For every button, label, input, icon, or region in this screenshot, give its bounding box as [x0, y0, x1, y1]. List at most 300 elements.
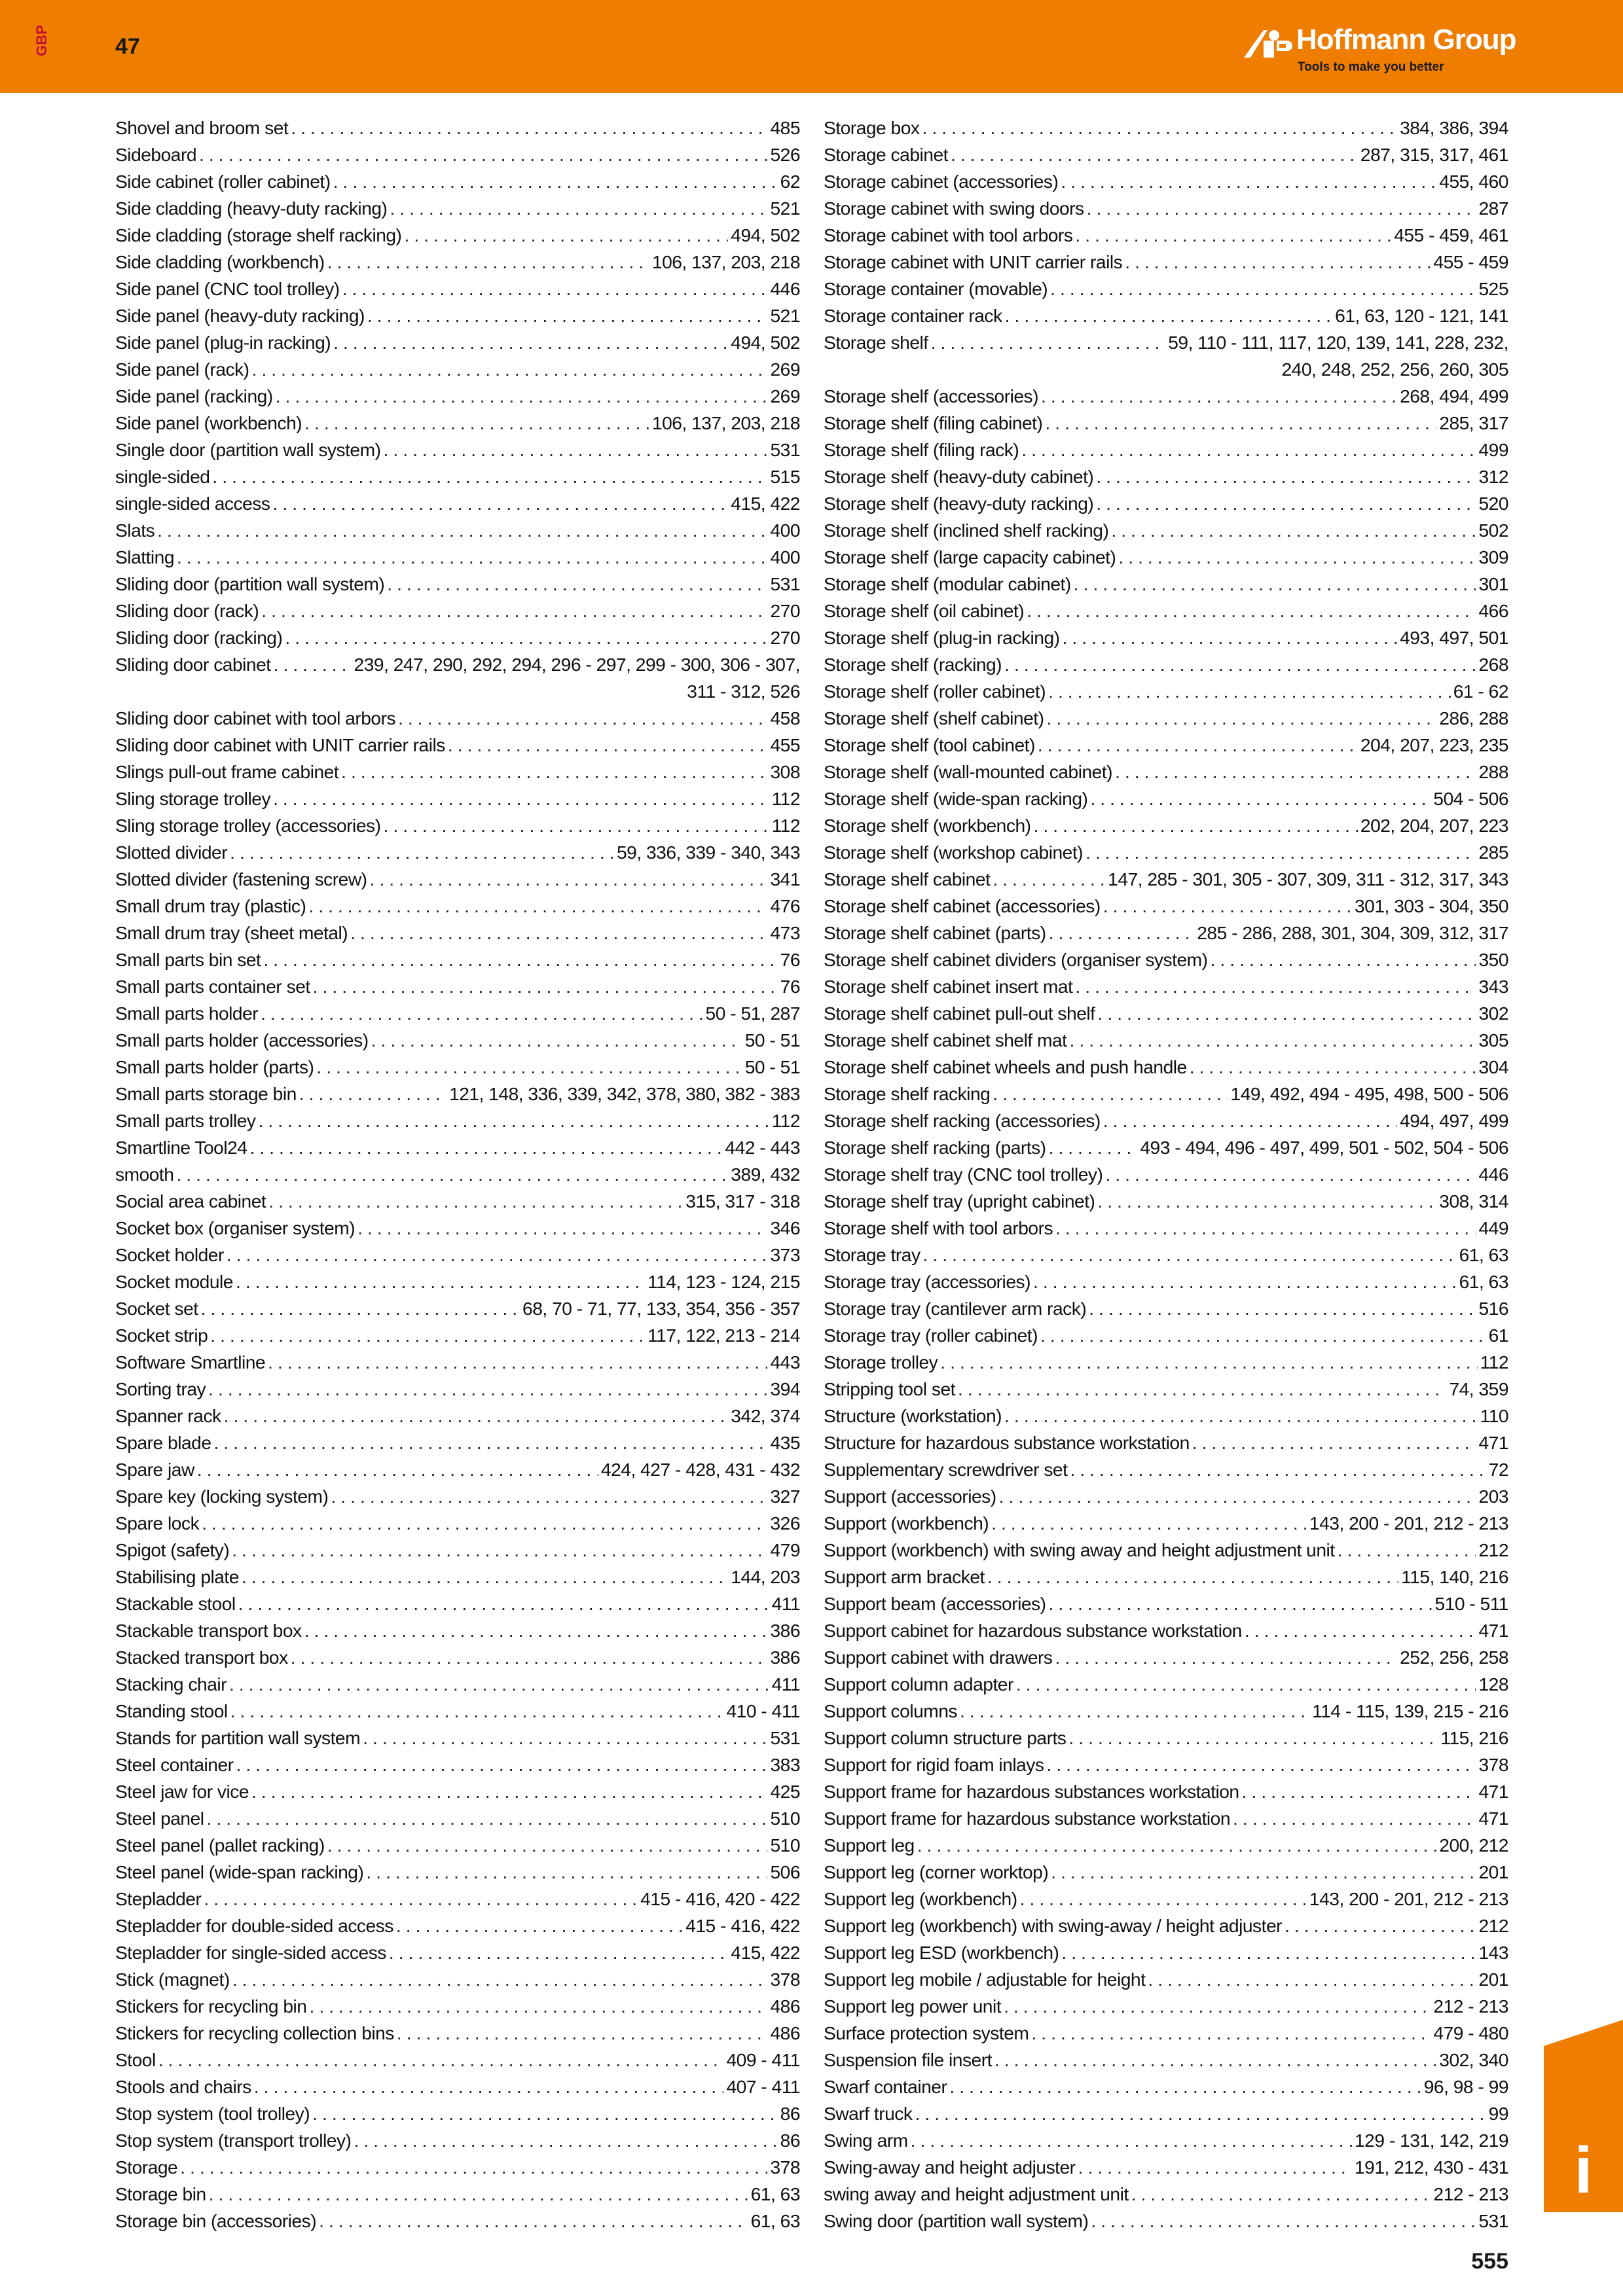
index-term: Support leg ESD (workbench): [824, 1942, 1059, 1963]
page-references: 285 - 286, 288, 301, 304, 309, 312, 317: [1197, 922, 1508, 943]
dot-leader: [397, 2020, 768, 2047]
index-term: Sliding door (racking): [115, 627, 283, 648]
index-entry: [824, 920, 1508, 946]
index-entry: [115, 2208, 800, 2234]
dot-leader: [383, 812, 769, 839]
index-term: Steel panel: [115, 1808, 204, 1829]
index-term: Side cabinet (roller cabinet): [115, 171, 331, 192]
index-term: Storage shelf cabinet pull-out shelf: [824, 1003, 1095, 1024]
index-entry: [824, 410, 1508, 437]
index-entry: [824, 1295, 1508, 1322]
index-term: Structure for hazardous substance workstation: [824, 1432, 1190, 1453]
dot-leader: [254, 2073, 724, 2100]
index-entry: [824, 1322, 1508, 1349]
index-term: Swing-away and height adjuster: [824, 2157, 1076, 2178]
hoffmann-group-logo: [1244, 24, 1516, 80]
dot-leader: [1070, 1456, 1486, 1483]
index-entry: [824, 1215, 1508, 1242]
index-entry: [824, 2127, 1508, 2154]
dot-leader: [923, 1242, 1457, 1268]
index-column-right: [824, 115, 1508, 2234]
index-entry: [115, 651, 800, 705]
page-references: 506: [770, 1861, 800, 1882]
page-references: 200, 212: [1439, 1835, 1508, 1856]
index-entry: [824, 1188, 1508, 1215]
page-references: 485: [770, 117, 800, 138]
index-term: Support for rigid foam inlays: [824, 1754, 1044, 1775]
index-term: Support arm bracket: [824, 1566, 985, 1587]
dot-leader: [1078, 2154, 1352, 2181]
dot-leader: [251, 1778, 767, 1805]
index-entry: [824, 115, 1508, 141]
dot-leader: [366, 1859, 767, 1886]
page-references: 458: [770, 708, 800, 728]
index-term: Storage shelf (wall-mounted cabinet): [824, 761, 1113, 782]
index-entry: [115, 1725, 800, 1751]
index-term: Storage shelf racking (parts): [824, 1137, 1046, 1158]
index-term: Support cabinet for hazardous substance workstation: [824, 1620, 1242, 1641]
dot-leader: [1020, 1886, 1307, 1912]
index-term: Stacking chair: [115, 1674, 227, 1695]
index-term: Socket strip: [115, 1325, 208, 1346]
page-references: 50 - 51: [744, 1056, 800, 1077]
index-term: Storage shelf with tool arbors: [824, 1217, 1053, 1238]
index-entry: [115, 1134, 800, 1161]
dot-leader: [268, 1349, 767, 1376]
dot-leader: [249, 1134, 722, 1161]
index-term: Storage shelf (workbench): [824, 815, 1031, 836]
index-term: Storage shelf (modular cabinet): [824, 573, 1071, 594]
index-term: Swing arm: [824, 2130, 908, 2151]
index-term: Side panel (rack): [115, 359, 249, 380]
index-entry: [115, 1403, 800, 1429]
index-entry: [824, 1671, 1508, 1698]
index-term: Socket set: [115, 1298, 198, 1319]
index-term: Side panel (workbench): [115, 412, 302, 433]
index-entry: [115, 302, 800, 329]
index-term: Storage shelf (roller cabinet): [824, 681, 1046, 702]
index-term: Spare blade: [115, 1432, 211, 1453]
index-term: Slatting: [115, 547, 175, 567]
page-references: 410 - 411: [726, 1700, 800, 1721]
index-term: Stacked transport box: [115, 1647, 288, 1668]
brand-tagline: Tools to make you better: [1298, 60, 1444, 74]
page-references: 239, 247, 290, 292, 294, 296 - 297, 299 - 300, 306 - 307, 311 - 312, 526: [354, 654, 800, 702]
index-term: Spanner rack: [115, 1405, 221, 1426]
index-term: Sorting tray: [115, 1378, 206, 1399]
dot-leader: [993, 1081, 1228, 1107]
dot-leader: [915, 2100, 1486, 2127]
index-entry: [824, 1805, 1508, 1832]
index-entry: [115, 1590, 800, 1617]
index-entry: [115, 1886, 800, 1912]
index-term: Slings pull-out frame cabinet: [115, 761, 339, 782]
index-entry: [115, 2181, 800, 2208]
page-references: 494, 502: [731, 224, 800, 245]
index-term: Social area cabinet: [115, 1191, 266, 1211]
dot-leader: [993, 866, 1105, 893]
dot-leader: [1041, 383, 1397, 410]
index-entry: [824, 1564, 1508, 1590]
dot-leader: [230, 1698, 724, 1725]
dot-leader: [327, 1832, 768, 1859]
index-term: Storage shelf (workshop cabinet): [824, 842, 1084, 863]
index-term: Storage shelf cabinet dividers (organiser system): [824, 949, 1208, 970]
index-entry: [824, 195, 1508, 222]
dot-leader: [176, 1161, 728, 1188]
page-references: 473: [770, 922, 800, 943]
index-term: Supplementary screwdriver set: [824, 1459, 1068, 1480]
dot-leader: [387, 571, 767, 598]
index-entry: [115, 356, 800, 383]
dot-leader: [1103, 1107, 1397, 1134]
index-entry: [115, 2127, 800, 2154]
index-term: Side cladding (storage shelf racking): [115, 224, 402, 245]
dot-leader: [1068, 1725, 1438, 1751]
index-term: Side panel (plug-in racking): [115, 332, 331, 353]
dot-leader: [357, 1215, 767, 1242]
page-references: 117, 122, 213 - 214: [647, 1325, 800, 1346]
page-references: 494, 497, 499: [1400, 1110, 1508, 1131]
page-references: 86: [780, 2130, 800, 2151]
page-references: 212 - 213: [1433, 1996, 1508, 2017]
dot-leader: [342, 276, 768, 302]
page-references: 315, 317 - 318: [685, 1191, 800, 1211]
page-references: 268, 494, 499: [1400, 386, 1508, 406]
dot-leader: [999, 1483, 1476, 1510]
index-entry: [824, 141, 1508, 168]
index-term: Support (accessories): [824, 1486, 996, 1507]
index-term: Storage cabinet with tool arbors: [824, 224, 1073, 245]
index-term: Steel panel (wide-span racking): [115, 1861, 364, 1882]
dot-leader: [1045, 410, 1436, 437]
dot-leader: [1040, 1322, 1486, 1349]
dot-leader: [390, 195, 767, 222]
page-references: 201: [1478, 1861, 1508, 1882]
page-references: 455: [770, 734, 800, 755]
index-term: Sliding door (rack): [115, 600, 259, 621]
dot-leader: [1118, 544, 1476, 571]
page-references: 493, 497, 501: [1400, 627, 1508, 648]
index-entry: [824, 598, 1508, 624]
dot-leader: [1048, 678, 1451, 705]
index-term: Stepladder for double-sided access: [115, 1915, 393, 1936]
index-entry: [115, 2100, 800, 2127]
page-references: 285: [1478, 842, 1508, 863]
index-entry: [115, 624, 800, 651]
index-term: Stop system (tool trolley): [115, 2103, 310, 2124]
index-entry: [824, 1537, 1508, 1564]
index-entry: [115, 141, 800, 168]
dot-leader: [207, 1805, 768, 1832]
index-entry: [824, 2181, 1508, 2208]
page-references: 61: [1488, 1325, 1508, 1346]
page-references: 147, 285 - 301, 305 - 307, 309, 311 - 312, 317, 343: [1108, 869, 1508, 889]
page-references: 442 - 443: [725, 1137, 800, 1158]
index-entry: [824, 1349, 1508, 1376]
index-term: Shovel and broom set: [115, 117, 289, 138]
page-references: 191, 212, 430 - 431: [1355, 2157, 1508, 2178]
dot-leader: [333, 168, 778, 195]
index-entry: [824, 383, 1508, 410]
index-entry: [115, 1832, 800, 1859]
index-entry: [824, 785, 1508, 812]
index-entry: [824, 1778, 1508, 1805]
page-references: 327: [770, 1486, 800, 1507]
index-entry: [115, 168, 800, 195]
page-references: 99: [1488, 2103, 1508, 2124]
index-entry: [115, 705, 800, 732]
page-references: 128: [1478, 1674, 1508, 1695]
index-entry: [824, 1456, 1508, 1483]
index-entry: [824, 544, 1508, 571]
dot-leader: [327, 249, 649, 276]
index-term: Side panel (CNC tool trolley): [115, 278, 340, 299]
index-entry: [824, 490, 1508, 517]
index-entry: [824, 1966, 1508, 1993]
index-term: Storage shelf (wide-span racking): [824, 788, 1088, 809]
dot-leader: [931, 329, 1166, 356]
index-entry: [824, 2020, 1508, 2047]
index-term: Stackable transport box: [115, 1620, 302, 1641]
index-term: Storage cabinet with swing doors: [824, 198, 1084, 219]
index-term: Storage shelf cabinet shelf mat: [824, 1030, 1067, 1050]
page-references: 389, 432: [731, 1164, 800, 1185]
index-term: Support column structure parts: [824, 1727, 1067, 1748]
index-term: Small parts holder: [115, 1003, 259, 1024]
index-entry: [115, 1939, 800, 1966]
page-references: 341: [770, 869, 800, 889]
catalogue-code: GBP: [33, 25, 50, 56]
index-term: Storage cabinet: [824, 144, 948, 165]
index-entry: [115, 249, 800, 276]
page-references: 471: [1478, 1781, 1508, 1802]
index-entry: [115, 1510, 800, 1537]
index-term: Storage trolley: [824, 1352, 938, 1372]
dot-leader: [1016, 1671, 1476, 1698]
index-term: Spare jaw: [115, 1459, 194, 1480]
page-references: 308: [770, 761, 800, 782]
dot-leader: [1027, 598, 1476, 624]
dot-leader: [1285, 1912, 1476, 1939]
index-entry: [824, 1403, 1508, 1429]
index-entry: [824, 973, 1508, 1000]
index-entry: [115, 1322, 800, 1349]
dot-leader: [230, 839, 614, 866]
index-entry: [115, 544, 800, 571]
index-term: Storage shelf (oil cabinet): [824, 600, 1025, 621]
index-entry: [824, 732, 1508, 759]
dot-leader: [232, 1537, 767, 1564]
footer-page-number: 555: [1471, 2249, 1508, 2274]
page-references: 471: [1478, 1808, 1508, 1829]
dot-leader: [1190, 1054, 1476, 1081]
dot-leader: [1192, 1429, 1476, 1456]
page-references: 386: [770, 1647, 800, 1668]
index-entry: [115, 2073, 800, 2100]
page-references: 476: [770, 895, 800, 916]
index-entry: [824, 517, 1508, 544]
page-references: 62: [780, 171, 800, 192]
page-references: 121, 148, 336, 339, 342, 378, 380, 382 - 383: [449, 1083, 800, 1104]
index-term: Steel panel (pallet racking): [115, 1835, 325, 1856]
page-references: 411: [771, 1593, 800, 1614]
dot-leader: [291, 115, 767, 141]
dot-leader: [1148, 1966, 1476, 1993]
index-entry: [115, 812, 800, 839]
index-term: Slotted divider (fastening screw): [115, 869, 367, 889]
index-term: Storage cabinet with UNIT carrier rails: [824, 251, 1123, 272]
page-references: 415 - 416, 420 - 422: [640, 1888, 800, 1909]
page-references: 76: [780, 949, 800, 970]
dot-leader: [1074, 571, 1476, 598]
page-references: 285, 317: [1439, 412, 1508, 433]
dot-leader: [1242, 1778, 1476, 1805]
index-entry: [824, 1107, 1508, 1134]
index-entry: [824, 1993, 1508, 2020]
index-entry: [115, 732, 800, 759]
page-references: 301, 303 - 304, 350: [1355, 895, 1508, 916]
index-term: Storage shelf (plug-in racking): [824, 627, 1060, 648]
index-entry: [115, 973, 800, 1000]
page-references: 510: [770, 1835, 800, 1856]
dot-leader: [1021, 437, 1476, 463]
page-references: 201: [1478, 1969, 1508, 1990]
index-entry: [824, 302, 1508, 329]
dot-leader: [313, 973, 778, 1000]
dot-leader: [396, 1912, 683, 1939]
page-references: 309: [1478, 547, 1508, 567]
index-term: Storage shelf: [824, 332, 928, 353]
index-entry: [115, 1188, 800, 1215]
index-entry: [115, 517, 800, 544]
index-entry: [115, 946, 800, 973]
page-references: 466: [1478, 600, 1508, 621]
index-entry: [115, 329, 800, 356]
index-term: Support (workbench): [824, 1513, 989, 1534]
index-term: Storage tray: [824, 1244, 921, 1265]
dot-leader: [1004, 1403, 1478, 1429]
page-references: 96, 98 - 99: [1423, 2076, 1508, 2097]
index-term: Stool: [115, 2049, 156, 2070]
dot-leader: [917, 1832, 1437, 1859]
index-term: Small parts bin set: [115, 949, 261, 970]
index-entry: [115, 437, 800, 463]
index-term: Sliding door cabinet with tool arbors: [115, 708, 396, 728]
index-term: Storage tray (cantilever arm rack): [824, 1298, 1087, 1319]
index-term: Storage tray (roller cabinet): [824, 1325, 1038, 1346]
index-term: Small drum tray (sheet metal): [115, 922, 348, 943]
page-references: 521: [770, 198, 800, 219]
dot-leader: [1338, 1537, 1476, 1564]
page-references: 502: [1478, 520, 1508, 541]
page-references: 415, 422: [731, 1942, 800, 1963]
index-term: Socket box (organiser system): [115, 1217, 356, 1238]
page-references: 455 - 459: [1433, 251, 1508, 272]
index-entry: [115, 1483, 800, 1510]
index-term: Slotted divider: [115, 842, 228, 863]
index-term: Spigot (safety): [115, 1539, 230, 1560]
page-references: 471: [1478, 1432, 1508, 1453]
page-references: 350: [1478, 949, 1508, 970]
page-references: 61, 63: [1459, 1271, 1508, 1292]
index-term: Storage bin: [115, 2183, 206, 2204]
info-section-tab[interactable]: [1544, 2046, 1623, 2212]
page-references: 516: [1478, 1298, 1508, 1319]
index-entry: [115, 1242, 800, 1268]
index-entry: [824, 1698, 1508, 1725]
dot-leader: [227, 1242, 768, 1268]
index-entry: [824, 249, 1508, 276]
page-references: 76: [780, 976, 800, 997]
page-references: 59, 110 - 111, 117, 120, 139, 141, 228, 232, 240, 248, 252, 256, 260, 305: [1168, 332, 1508, 380]
index-entry: [115, 1671, 800, 1698]
index-entry: [824, 2047, 1508, 2073]
index-entry: [824, 1751, 1508, 1778]
index-term: Sling storage trolley: [115, 788, 271, 809]
index-entry: [824, 1886, 1508, 1912]
index-term: Support beam (accessories): [824, 1593, 1046, 1614]
index-term: Stands for partition wall system: [115, 1727, 361, 1748]
index-entry: [824, 893, 1508, 920]
page-references: 494, 502: [731, 332, 800, 353]
index-entry: [115, 2020, 800, 2047]
index-term: Small parts container set: [115, 976, 310, 997]
index-term: Support frame for hazardous substance workstation: [824, 1808, 1231, 1829]
page-references: 212: [1478, 1539, 1508, 1560]
dot-leader: [199, 141, 767, 168]
page-references: 61, 63: [750, 2210, 800, 2231]
page-references: 144, 203: [731, 1566, 800, 1587]
page-references: 400: [770, 520, 800, 541]
page-references: 112: [771, 788, 800, 809]
dot-leader: [367, 302, 768, 329]
page-references: 203: [1478, 1486, 1508, 1507]
index-term: Surface protection system: [824, 2022, 1029, 2043]
page-references: 59, 336, 339 - 340, 343: [616, 842, 800, 863]
brand-emblem-icon: [1244, 26, 1292, 59]
index-entry: [824, 678, 1508, 705]
page-references: 143, 200 - 201, 212 - 213: [1309, 1888, 1508, 1909]
index-entry: [115, 1993, 800, 2020]
index-entry: [115, 1295, 800, 1322]
page-references: 287: [1478, 198, 1508, 219]
index-entry: [824, 571, 1508, 598]
dot-leader: [1105, 1161, 1476, 1188]
dot-leader: [1061, 1939, 1476, 1966]
index-column-left: [115, 115, 800, 2234]
page-references: 486: [770, 1996, 800, 2017]
page-references: 302: [1478, 1003, 1508, 1024]
dot-leader: [180, 2154, 767, 2181]
page-references: 394: [770, 1378, 800, 1399]
page-references: 346: [770, 1217, 800, 1238]
page-references: 493 - 494, 496 - 497, 499, 501 - 502, 504 - 506: [1140, 1137, 1508, 1158]
index-term: Storage shelf (racking): [824, 654, 1002, 675]
page-references: 531: [770, 573, 800, 594]
index-entry: [115, 1617, 800, 1644]
index-term: Standing stool: [115, 1700, 228, 1721]
index-term: Storage shelf tray (upright cabinet): [824, 1191, 1095, 1211]
index-entry: [824, 946, 1508, 973]
dot-leader: [1097, 1188, 1436, 1215]
index-entry: [115, 1778, 800, 1805]
dot-leader: [371, 1027, 742, 1054]
page-references: 202, 204, 207, 223: [1360, 815, 1508, 836]
page-references: 455 - 459, 461: [1394, 224, 1508, 245]
dot-leader: [1089, 1295, 1476, 1322]
page-references: 479 - 480: [1433, 2022, 1508, 2043]
